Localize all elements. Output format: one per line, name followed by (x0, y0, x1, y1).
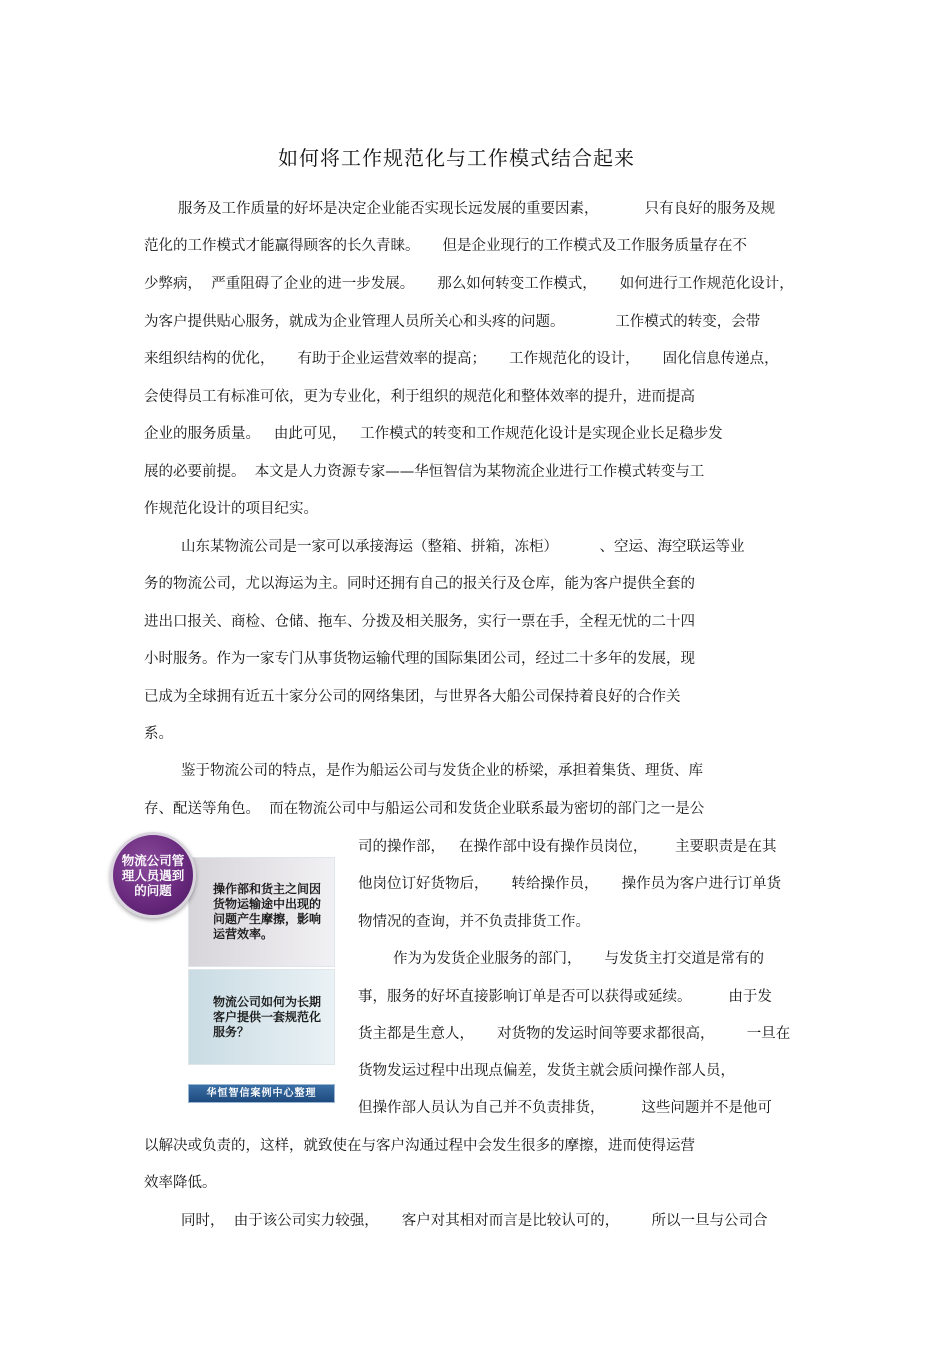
body-line: 他岗位订好货物后， 转给操作员， 操作员为客户进行订单货 (358, 876, 782, 892)
body-line: 山东某物流公司是一家可以承接海运（整箱、拼箱，冻柜） 、空运、海空联运等业 (181, 539, 745, 555)
body-line: 作为为发货企业服务的部门， 与发货主打交道是常有的 (393, 951, 765, 967)
body-line: 鉴于物流公司的特点，是作为船运公司与发货企业的桥梁，承担着集货、理货、库 (181, 763, 703, 779)
body-line: 企业的服务质量。 由此可见， 工作模式的转变和工作规范化设计是实现企业长足稳步发 (144, 426, 723, 442)
body-line: 事，服务的好坏直接影响订单是否可以获得或延续。 由于发 (358, 989, 772, 1005)
body-line: 存、配送等角色。 而在物流公司中与船运公司和发货企业联系最为密切的部门之一是公 (144, 801, 705, 817)
body-line: 已成为全球拥有近五十家分公司的网络集团，与世界各大船公司保持着良好的合作关 (144, 689, 681, 705)
problem-box-text: 操作部和货主之间因货物运输途中出现的问题产生摩擦，影响运营效率。 (213, 882, 322, 941)
source-banner: 华恒智信案例中心整理 (188, 1084, 335, 1103)
body-line: 范化的工作模式才能赢得顾客的长久青睐。 但是企业现行的工作模式及工作服务质量存在不 (144, 238, 748, 254)
body-line: 小时服务。作为一家专门从事货物运输代理的国际集团公司，经过二十多年的发展，现 (144, 651, 695, 667)
body-line: 展的必要前提。 本文是人力资源专家——华恒智信为某物流企业进行工作模式转变与工 (144, 464, 705, 480)
body-line: 同时， 由于该公司实力较强， 客户对其相对而言是比较认可的， 所以一旦与公司合 (181, 1213, 768, 1229)
body-line: 来组织结构的优化， 有助于企业运营效率的提高； 工作规范化的设计， 固化信息传递点， (144, 351, 779, 367)
body-line: 系。 (144, 726, 173, 742)
body-line: 物情况的查询，并不负责排货工作。 (358, 914, 590, 930)
body-line: 为客户提供贴心服务，就成为企业管理人员所关心和头疼的问题。 工作模式的转变，会带 (144, 314, 761, 330)
body-line: 以解决或负责的，这样，就致使在与客户沟通过程中会发生很多的摩擦，进而使得运营 (144, 1138, 695, 1154)
problem-box-service (188, 969, 335, 1065)
body-line: 效率降低。 (144, 1175, 217, 1191)
body-line: 会使得员工有标准可依，更为专业化，利于组织的规范化和整体效率的提升，进而提高 (144, 389, 695, 405)
body-line: 少弊病， 严重阻碍了企业的进一步发展。 那么如何转变工作模式， 如何进行工作规范化设计， (144, 276, 794, 292)
body-line: 务的物流公司，尤以海运为主。同时还拥有自己的报关行及仓库，能为客户提供全套的 (144, 576, 695, 592)
body-line: 货主都是生意人， 对货物的发运时间等要求都很高， 一旦在 (358, 1026, 791, 1042)
problem-box-friction (188, 857, 335, 967)
problem-box-text: 物流公司如何为长期客户提供一套规范化服务？ (213, 994, 322, 1039)
problem-circle-badge (110, 832, 196, 918)
circle-label: 物流公司管理人员遇到的问题 (121, 852, 185, 898)
body-line: 但操作部人员认为自己并不负责排货， 这些问题并不是他可 (358, 1100, 772, 1116)
page-title: 如何将工作规范化与工作模式结合起来 (278, 146, 635, 170)
problem-figure (108, 830, 338, 1110)
body-line: 司的操作部， 在操作部中设有操作员岗位， 主要职责是在其 (358, 839, 777, 855)
body-line: 货物发运过程中出现点偏差，发货主就会质问操作部人员， (358, 1063, 735, 1079)
body-line: 进出口报关、商检、仓储、拖车、分拨及相关服务，实行一票在手，全程无忧的二十四 (144, 614, 695, 630)
body-line: 服务及工作质量的好坏是决定企业能否实现长远发展的重要因素， 只有良好的服务及规 (178, 201, 776, 217)
body-line: 作规范化设计的项目纪实。 (144, 501, 318, 517)
